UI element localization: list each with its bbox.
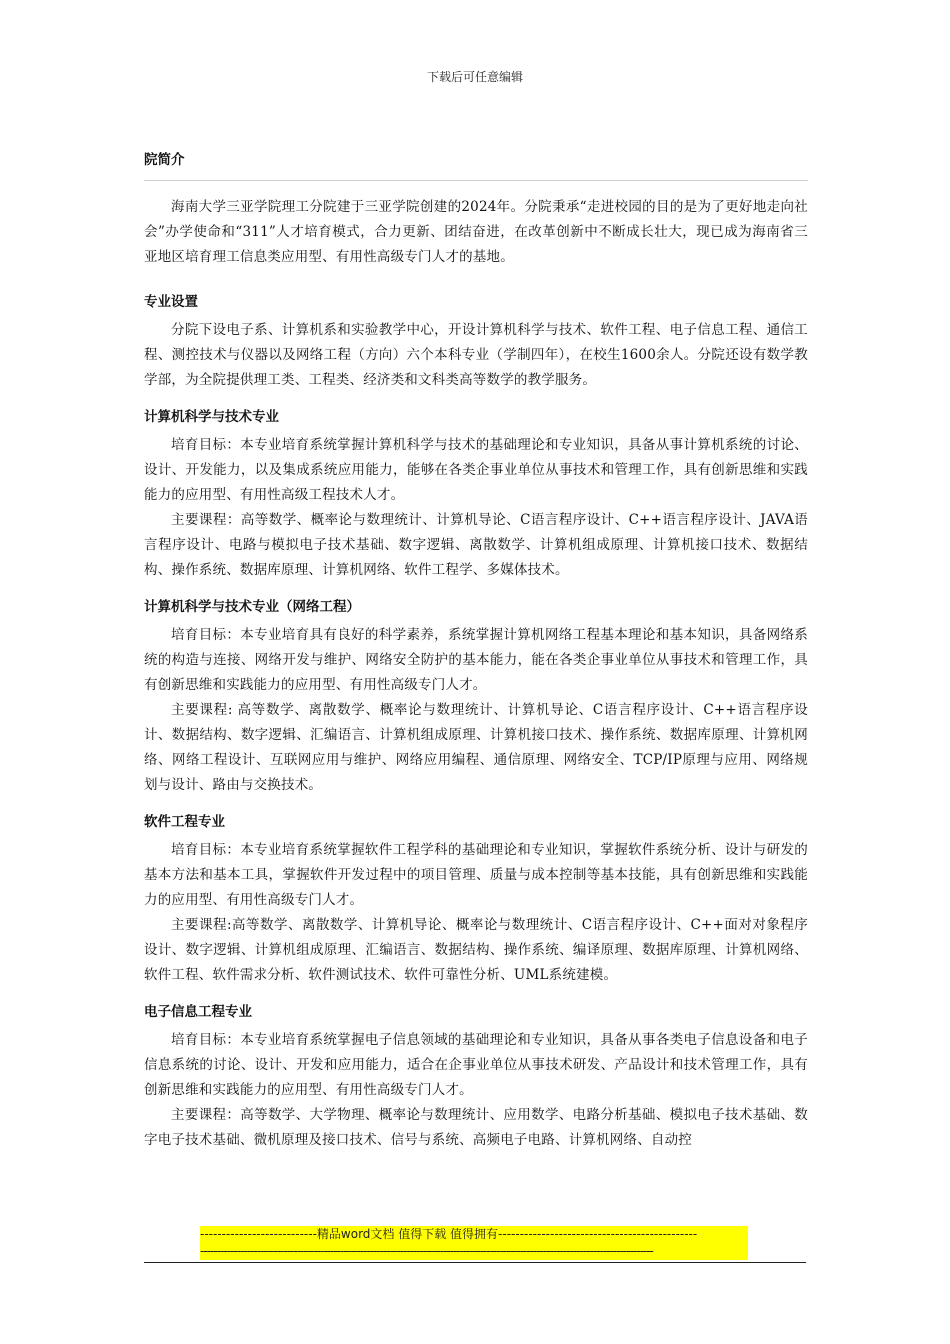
section-paragraph: 主要课程：高等数学、大学物理、概率论与数理统计、应用数学、电路分析基础、模拟电子技术基础、数字电子技术基础、微机原理及接口技术、信号与系统、高频电子电路、计算机网络、自动控 (144, 1107, 808, 1148)
header-note: 下载后可任意编辑 (426, 70, 523, 84)
section-paragraph: 主要课程: 高等数学、离散数学、概率论与数理统计、计算机导论、C语言程序设计、C++语言程序设计、数据结构、数字逻辑、汇编语言、计算机组成原理、计算机接口技术、操作系统、数据库原理、计算机网络、网络工程设计、互联网应用与维护、网络应用编程、通信原理、网络安全、TCP/IP原理与应用、网络规划与设计、路由与交换技术。 (144, 702, 808, 793)
intro-title: 院简介 (144, 152, 185, 168)
section-software (144, 812, 808, 988)
footer-divider (144, 1262, 806, 1263)
section-electronics (144, 1002, 808, 1153)
document-body (144, 150, 808, 1167)
section-title: 专业设置 (144, 294, 198, 310)
section-paragraph: 培育目标：本专业培育系统掌握软件工程学科的基础理论和专业知识，掌握软件系统分析、设计与研发的基本方法和基本工具，掌握软件开发过程中的项目管理、质量与成本控制等基本技能，具有创新思维和实践能力的应用型、有用性高级专门人才。 (144, 842, 808, 908)
section-majors (144, 292, 808, 393)
intro-divider (144, 180, 808, 181)
intro-paragraph: 海南大学三亚学院理工分院建于三亚学院创建的2024年。分院秉承“走进校园的目的是为了更好地走向社会”办学使命和“311”人才培育模式，合力更新、团结奋进，在改革创新中不断成长壮大，现已成为海南省三亚地区培育理工信息类应用型、有用性高级专门人才的基地。 (144, 199, 808, 265)
section-paragraph: 培育目标：本专业培育系统掌握电子信息领域的基础理论和专业知识，具备从事各类电子信息设备和电子信息系统的讨论、设计、开发和应用能力，适合在企事业单位从事技术研发、产品设计和技术管理工作，具有创新思维和实践能力的应用型、有用性高级专门人才。 (144, 1032, 808, 1098)
section-title: 电子信息工程专业 (144, 1004, 252, 1020)
section-paragraph: 培育目标：本专业培育系统掌握计算机科学与技术的基础理论和专业知识，具备从事计算机系统的讨论、设计、开发能力，以及集成系统应用能力，能够在各类企事业单位从事技术和管理工作，具有创新思维和实践能力的应用型、有用性高级工程技术人才。 (144, 437, 808, 503)
section-title: 计算机科学与技术专业 (144, 409, 279, 425)
intro-section (144, 150, 808, 270)
section-paragraph: 主要课程：高等数学、概率论与数理统计、计算机导论、C语言程序设计、C++语言程序设计、JAVA语言程序设计、电路与模拟电子技术基础、数字逻辑、离散数学、计算机组成原理、计算机接口技术、数据结构、操作系统、数据库原理、计算机网络、软件工程学、多媒体技术。 (144, 512, 808, 578)
section-paragraph: 主要课程:高等数学、离散数学、计算机导论、概率论与数理统计、C语言程序设计、C++面对对象程序设计、数字逻辑、计算机组成原理、汇编语言、数据结构、操作系统、编译原理、数据库原理、计算机网络、软件工程、软件需求分析、软件测试技术、软件可靠性分析、UML系统建模。 (144, 917, 808, 983)
section-title: 计算机科学与技术专业（网络工程） (144, 599, 360, 615)
section-title: 软件工程专业 (144, 814, 225, 830)
footer-banner (200, 1226, 748, 1260)
section-paragraph: 分院下设电子系、计算机系和实验教学中心，开设计算机科学与技术、软件工程、电子信息工程、通信工程、测控技术与仪器以及网络工程（方向）六个本科专业（学制四年），在校生1600余人。分院还设有数学教学部，为全院提供理工类、工程类、经济类和文科类高等数学的教学服务。 (144, 322, 808, 388)
footer-line-1: ---------------------------精品word文档 值得下载 值得拥有---------------------------------------------- (200, 1227, 698, 1241)
section-paragraph: 培育目标：本专业培育具有良好的科学素养，系统掌握计算机网络工程基本理论和基本知识，具备网络系统的构造与连接、网络开发与维护、网络安全防护的基本能力，能在各类企事业单位从事技术和管理工作，具有创新思维和实践能力的应用型、有用性高级专门人才。 (144, 627, 808, 693)
footer-line-2: ---------------------------------------------------------------------------------------------------------------------------------------- (200, 1244, 653, 1258)
section-cs (144, 407, 808, 583)
section-network (144, 597, 808, 798)
